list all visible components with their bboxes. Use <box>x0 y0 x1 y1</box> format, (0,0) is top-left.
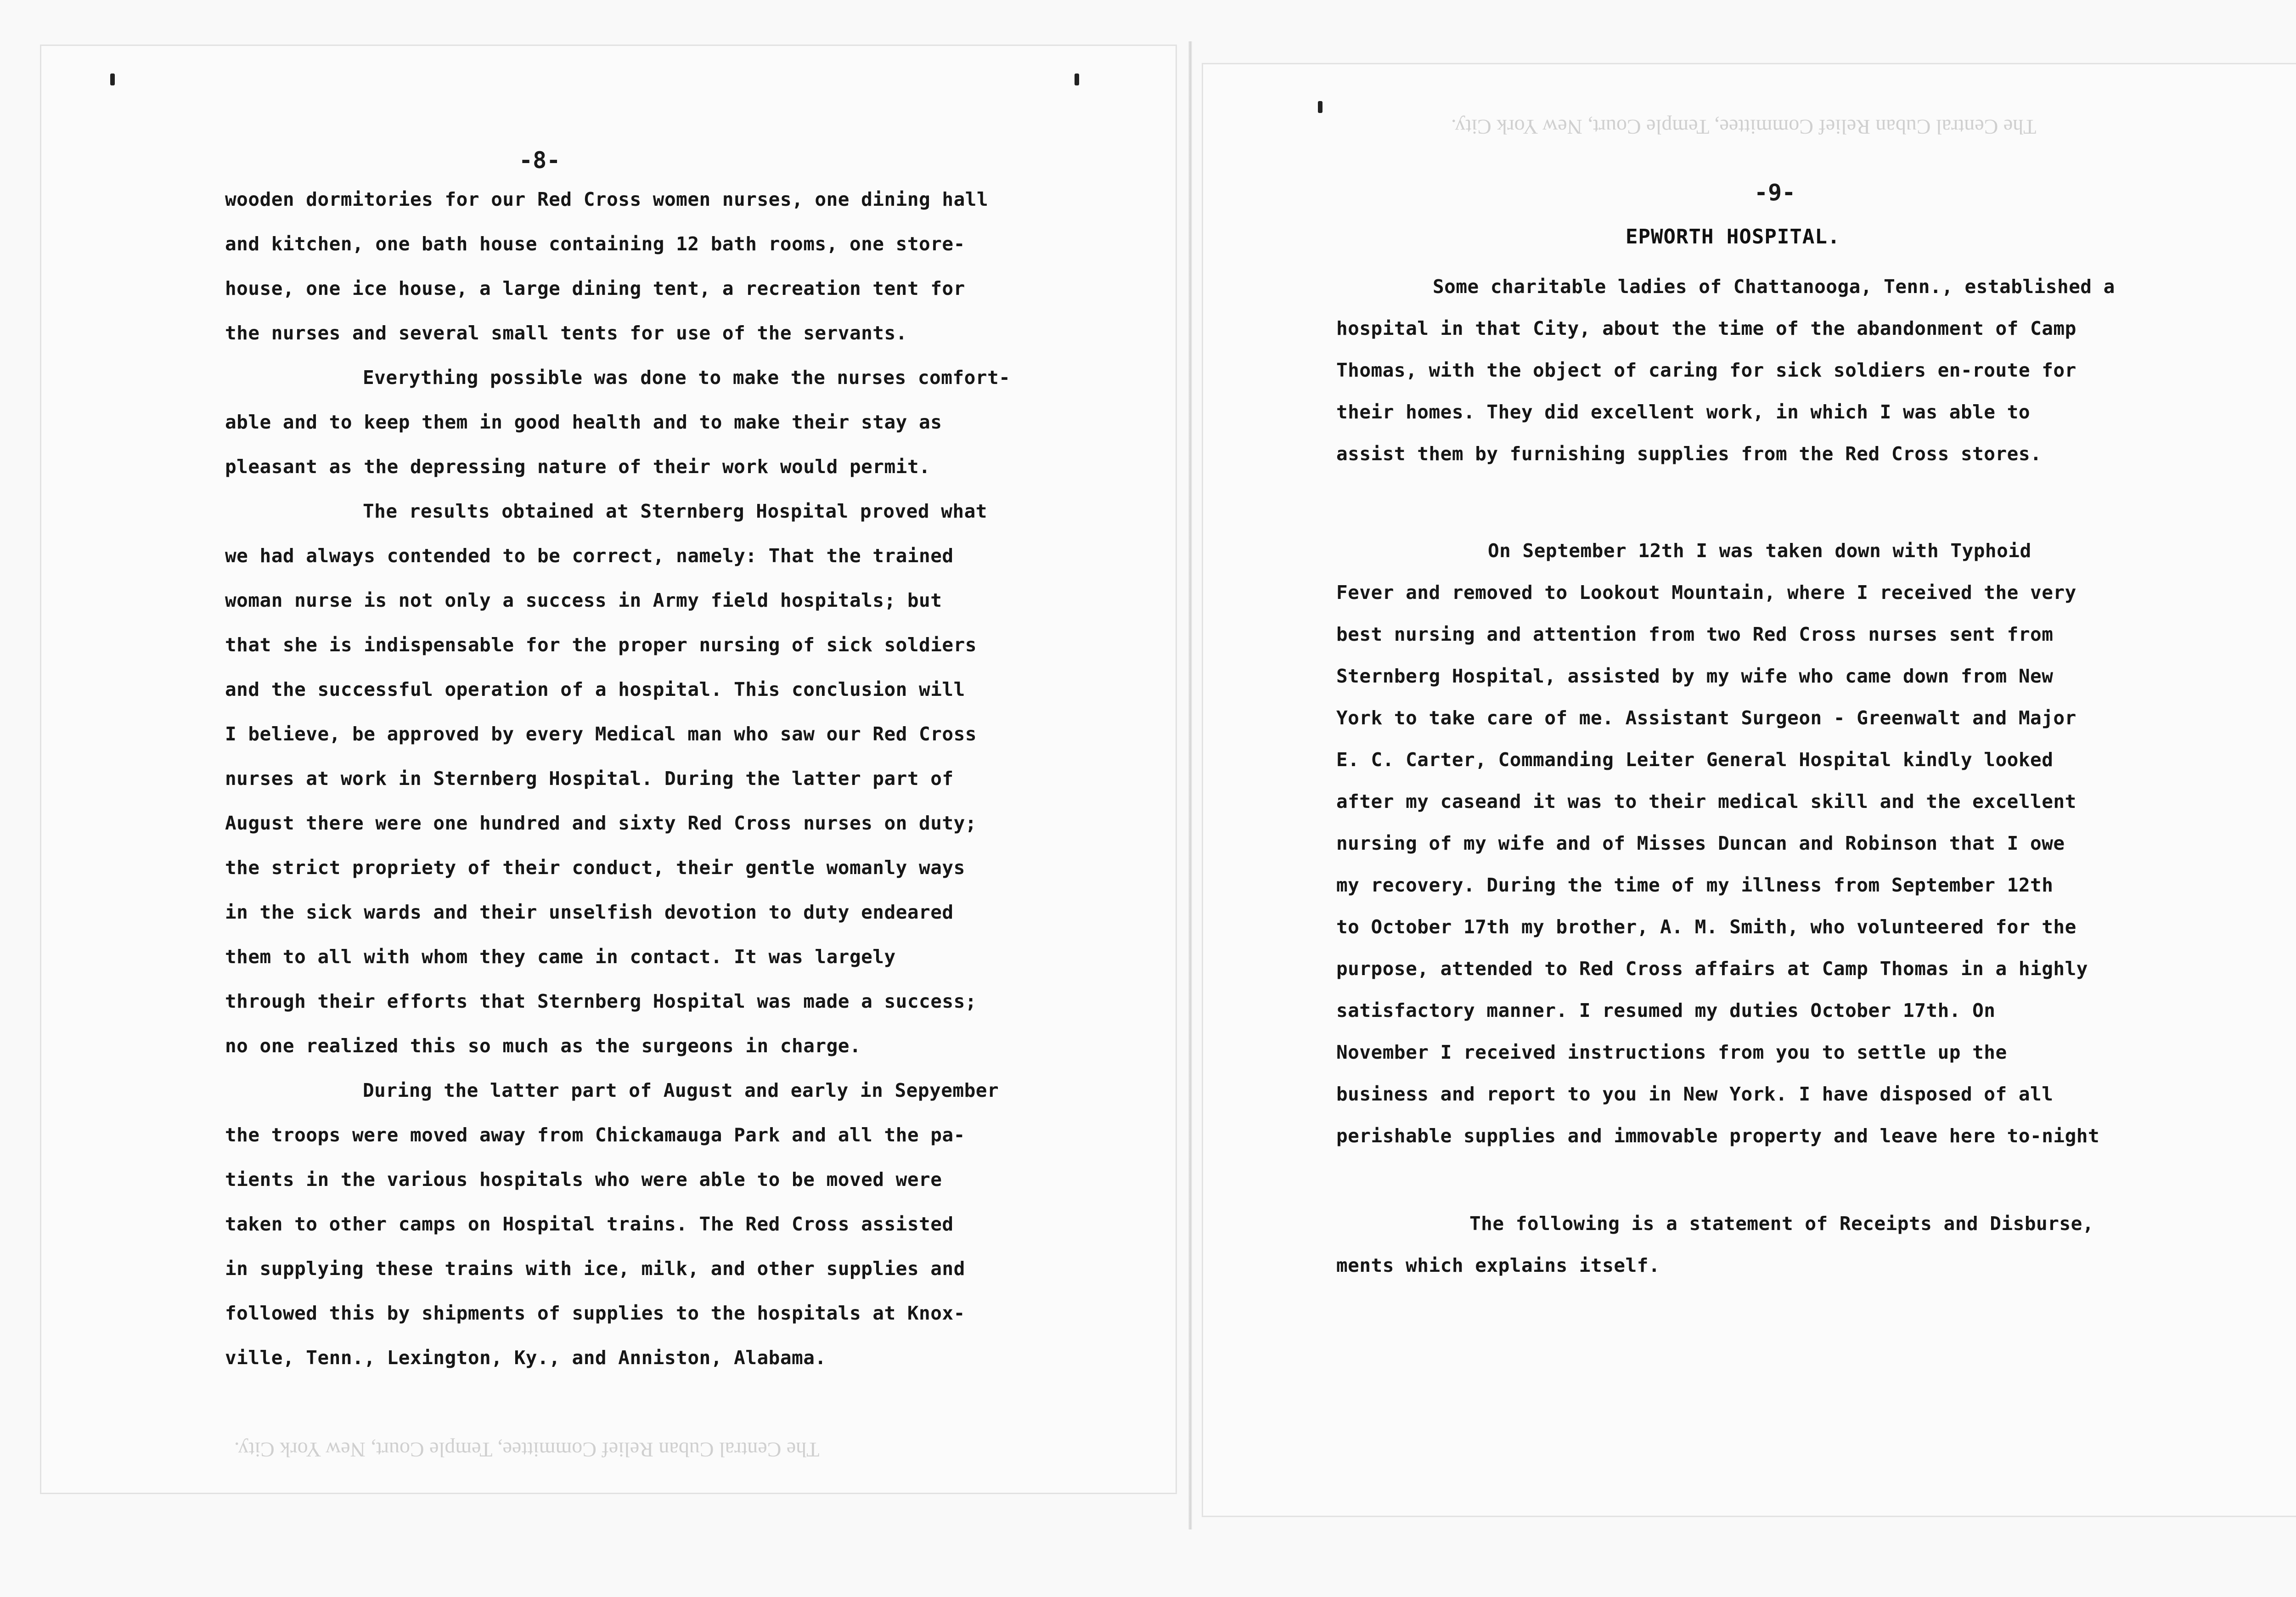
text-line: in the sick wards and their unselfish devotion to duty endeared <box>225 901 954 923</box>
text-line: we had always contended to be correct, namely: That the trained <box>225 545 954 567</box>
text-line: the strict propriety of their conduct, their gentle womanly ways <box>225 857 965 879</box>
text-line: August there were one hundred and sixty Red Cross nurses on duty; <box>225 812 977 834</box>
text-line: pleasant as the depressing nature of their work would permit. <box>225 456 931 478</box>
hole-mark <box>1318 101 1322 113</box>
text-line: my recovery. During the time of my illness from September 12th <box>1336 874 2054 896</box>
text-line: I believe, be approved by every Medical man who saw our Red Cross <box>225 723 977 745</box>
bleed-through-watermark: The Central Cuban Relief Committee, Temple Court, New York City. <box>1451 115 2037 139</box>
text-line: taken to other camps on Hospital trains. The Red Cross assisted <box>225 1213 954 1235</box>
page-number: -8- <box>519 147 561 174</box>
text-line: that she is indispensable for the proper nursing of sick soldiers <box>225 634 977 656</box>
text-line: them to all with whom they came in contact. It was largely <box>225 946 896 968</box>
text-line: E. C. Carter, Commanding Leiter General Hospital kindly looked <box>1336 749 2054 771</box>
text-line: their homes. They did excellent work, in which I was able to <box>1336 401 2031 423</box>
text-line: Thomas, with the object of caring for sick soldiers en-route for <box>1336 359 2077 381</box>
bleed-through-watermark: The Central Cuban Relief Committee, Temple Court, New York City. <box>234 1438 820 1462</box>
text-line: nursing of my wife and of Misses Duncan and Robinson that I owe <box>1336 832 2065 854</box>
text-line: assist them by furnishing supplies from the Red Cross stores. <box>1336 443 2042 465</box>
text-line: tients in the various hospitals who were able to be moved were <box>225 1168 942 1191</box>
text-line: in supplying these trains with ice, milk, and other supplies and <box>225 1258 965 1280</box>
text-line: hospital in that City, about the time of the abandonment of Camp <box>1336 317 2077 339</box>
text-line: no one realized this so much as the surgeons in charge. <box>225 1035 861 1057</box>
text-line: The results obtained at Sternberg Hospital proved what <box>363 500 987 522</box>
text-line: house, one ice house, a large dining tent, a recreation tent for <box>225 277 965 299</box>
text-line: through their efforts that Sternberg Hospital was made a success; <box>225 990 977 1012</box>
hole-mark <box>110 73 115 85</box>
page-number: -9- <box>1754 179 1796 206</box>
text-line: business and report to you in New York. I have disposed of all <box>1336 1083 2054 1105</box>
text-line: ments which explains itself. <box>1336 1254 1660 1276</box>
text-line: Fever and removed to Lookout Mountain, where I received the very <box>1336 581 2077 604</box>
text-line: and the successful operation of a hospital. This conclusion will <box>225 678 965 700</box>
section-heading: EPWORTH HOSPITAL. <box>1626 225 1840 248</box>
text-line: nurses at work in Sternberg Hospital. During the latter part of <box>225 767 954 790</box>
text-line: On September 12th I was taken down with Typhoid <box>1488 540 2032 562</box>
text-line: to October 17th my brother, A. M. Smith, who volunteered for the <box>1336 916 2077 938</box>
text-line: York to take care of me. Assistant Surgeon - Greenwalt and Major <box>1336 707 2077 729</box>
text-line: The following is a statement of Receipts and Disburse, <box>1469 1213 2094 1235</box>
text-line: November I received instructions from you to settle up the <box>1336 1041 2007 1063</box>
text-line: purpose, attended to Red Cross affairs at Camp Thomas in a highly <box>1336 958 2088 980</box>
text-line: wooden dormitories for our Red Cross women nurses, one dining hall <box>225 188 989 210</box>
text-line: Some charitable ladies of Chattanooga, Tenn., established a <box>1433 276 2115 298</box>
text-line: satisfactory manner. I resumed my duties October 17th. On <box>1336 999 1996 1021</box>
text-line: followed this by shipments of supplies to the hospitals at Knox- <box>225 1302 965 1324</box>
text-line: Everything possible was done to make the nurses comfort- <box>363 367 1011 389</box>
text-line: best nursing and attention from two Red Cross nurses sent from <box>1336 623 2054 645</box>
text-line: Sternberg Hospital, assisted by my wife who came down from New <box>1336 665 2054 687</box>
text-line: ville, Tenn., Lexington, Ky., and Anniston, Alabama. <box>225 1347 827 1369</box>
text-line: after my caseand it was to their medical skill and the excellent <box>1336 790 2077 813</box>
page-gutter <box>1188 41 1192 1529</box>
text-line: During the latter part of August and early in Sepyember <box>363 1079 999 1101</box>
left-page <box>41 46 1176 1493</box>
text-line: woman nurse is not only a success in Army field hospitals; but <box>225 589 942 611</box>
text-line: able and to keep them in good health and to make their stay as <box>225 411 942 433</box>
hole-mark <box>1075 73 1079 85</box>
text-line: perishable supplies and immovable property and leave here to-night <box>1336 1125 2100 1147</box>
text-line: and kitchen, one bath house containing 12 bath rooms, one store- <box>225 233 965 255</box>
text-line: the troops were moved away from Chickamauga Park and all the pa- <box>225 1124 965 1146</box>
right-page <box>1203 64 2296 1516</box>
text-line: the nurses and several small tents for use of the servants. <box>225 322 907 344</box>
